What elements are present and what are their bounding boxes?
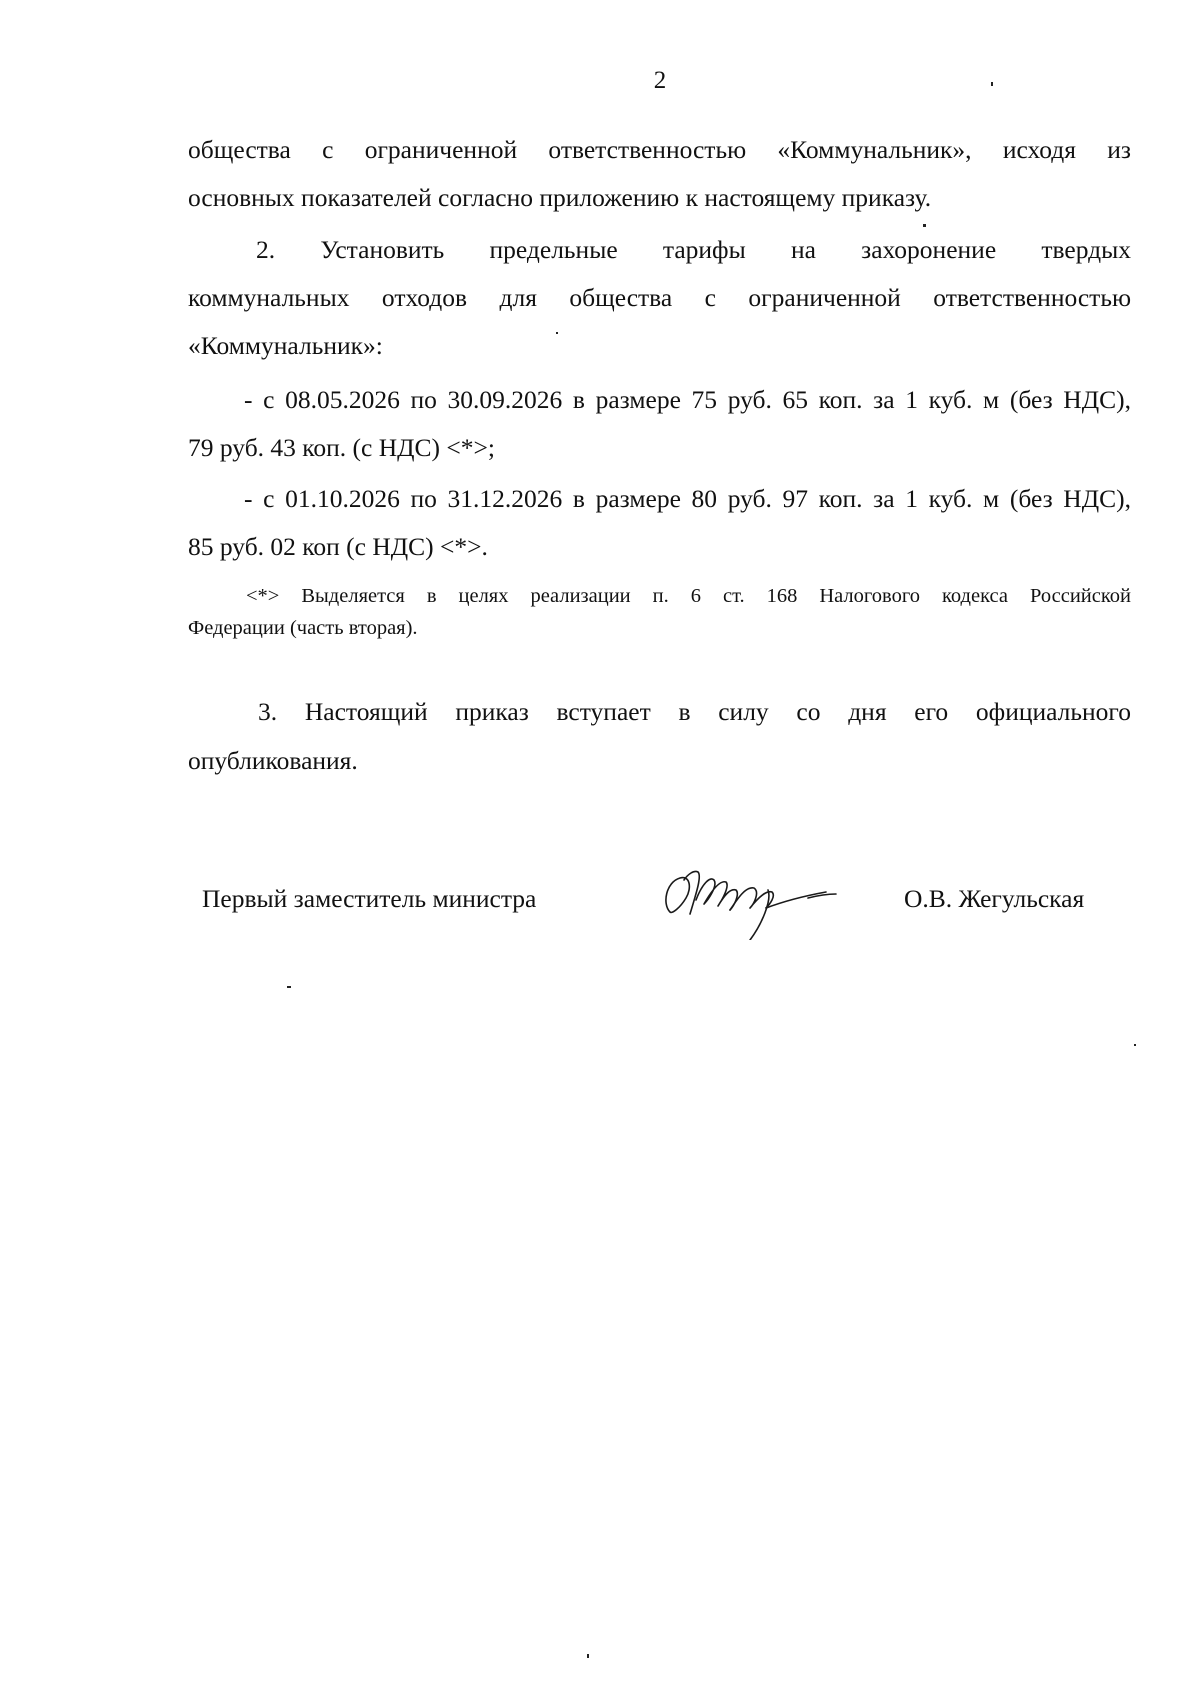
- page-number: 2: [653, 67, 667, 94]
- paragraph-3-line-1: 3. Настоящий приказ вступает в силу со дня его официального: [258, 697, 1131, 726]
- scan-speck: [587, 1654, 589, 1658]
- tariff-item-2-line-1: - с 01.10.2026 по 31.12.2026 в размере 80 руб. 97 коп. за 1 куб. м (без НДС),: [244, 484, 1131, 513]
- tariff-item-1-line-2: 79 руб. 43 коп. (с НДС) <*>;: [188, 433, 496, 462]
- paragraph-1-line-2: основных показателей согласно приложению к настоящему приказу.: [188, 183, 932, 212]
- paragraph-2-line-3: «Коммунальник»:: [188, 331, 383, 360]
- tariff-item-1-line-1: - с 08.05.2026 по 30.09.2026 в размере 75 руб. 65 коп. за 1 куб. м (без НДС),: [244, 385, 1131, 414]
- footnote-line-1: <*> Выделяется в целях реализации п. 6 ст. 168 Налогового кодекса Российской: [246, 585, 1131, 607]
- signer-name: О.В. Жегульская: [904, 884, 1085, 913]
- paragraph-2-line-1: 2. Установить предельные тарифы на захоронение твердых: [256, 235, 1131, 264]
- paragraph-1-line-1: общества с ограниченной ответственностью «Коммунальник», исходя из: [188, 135, 1131, 164]
- signature-block: [0, 860, 1200, 980]
- paragraph-2-line-2: коммунальных отходов для общества с ограниченной ответственностью: [188, 283, 1131, 312]
- paragraph-3-line-2: опубликования.: [188, 746, 358, 775]
- tariff-item-2-line-2: 85 руб. 02 коп (с НДС) <*>.: [188, 532, 488, 561]
- scan-speck: [1134, 1044, 1136, 1046]
- footnote-line-2: Федерации (часть вторая).: [188, 617, 418, 639]
- scan-speck: [287, 986, 291, 988]
- scan-speck: [991, 82, 993, 86]
- scan-speck: [556, 332, 558, 334]
- scan-speck: [923, 224, 926, 227]
- signer-position: Первый заместитель министра: [202, 884, 537, 913]
- handwritten-signature: [658, 860, 848, 945]
